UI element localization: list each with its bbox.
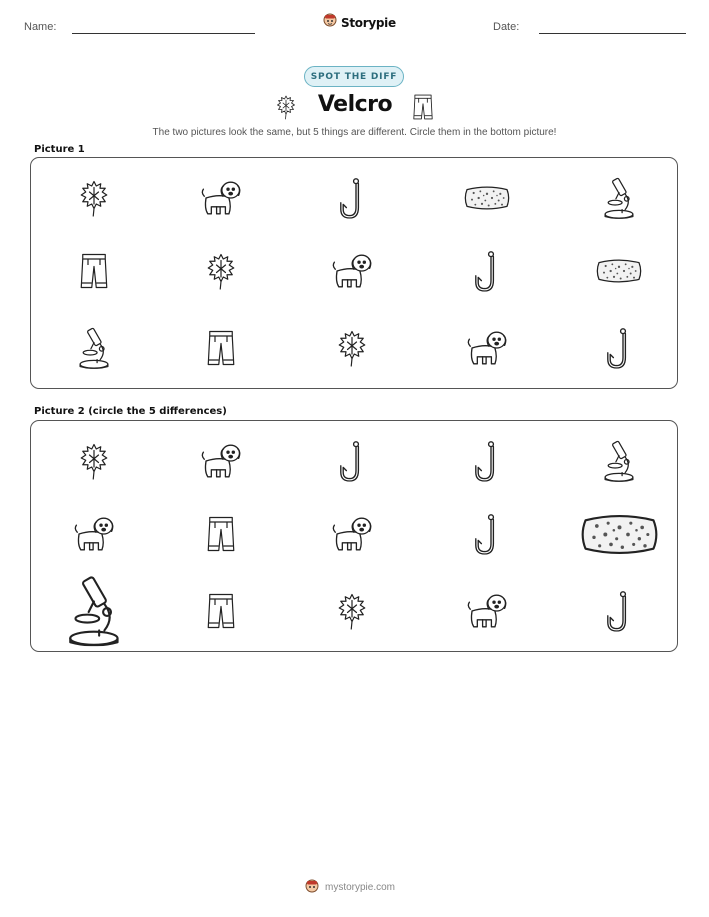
puppy-icon [465, 328, 509, 368]
puppy-icon[interactable] [72, 514, 116, 554]
puppy-icon [199, 178, 243, 218]
pants-icon [412, 94, 434, 120]
picture-1-panel [30, 157, 678, 389]
sponge-icon[interactable] [577, 509, 662, 560]
hook-icon [475, 249, 499, 293]
footer-site: mystorypie.com [325, 882, 396, 893]
spot-the-diff-badge: SPOT THE DIFF [304, 66, 404, 87]
microscope-icon[interactable] [65, 575, 123, 646]
sponge-icon [594, 256, 644, 286]
page-title: Velcro [317, 92, 393, 117]
burr-icon [206, 251, 236, 291]
microscope-icon [77, 327, 111, 369]
microscope-icon [602, 177, 636, 219]
burr-icon[interactable] [337, 591, 367, 631]
name-line[interactable] [72, 33, 255, 34]
brand-logo [323, 13, 396, 32]
hook-icon[interactable] [475, 439, 499, 483]
hook-icon [607, 326, 631, 370]
pants-icon[interactable] [206, 514, 236, 554]
instructions: The two pictures look the same, but 5 things are different. Circle them in the bottom picture! [152, 127, 557, 138]
hook-icon[interactable] [475, 512, 499, 556]
hook-icon [340, 176, 364, 220]
burr-icon[interactable] [79, 441, 109, 481]
sponge-icon [462, 183, 512, 213]
picture-2-label: Picture 2 (circle the 5 differences) [34, 406, 227, 417]
date-line[interactable] [539, 33, 686, 34]
puppy-icon [330, 251, 374, 291]
puppy-icon[interactable] [330, 514, 374, 554]
burr-icon [276, 94, 296, 120]
storypie-logo-icon [323, 13, 337, 32]
date-label: Date: [493, 21, 520, 33]
brand-name: Storypie [341, 15, 396, 30]
burr-icon [337, 328, 367, 368]
pants-icon[interactable] [206, 591, 236, 631]
footer [305, 879, 395, 896]
puppy-icon[interactable] [465, 591, 509, 631]
microscope-icon[interactable] [602, 440, 636, 482]
pants-icon [206, 328, 236, 368]
picture-2-panel[interactable] [30, 420, 678, 652]
name-label: Name: [24, 21, 57, 33]
pants-icon [79, 251, 109, 291]
puppy-icon[interactable] [199, 441, 243, 481]
burr-icon [79, 178, 109, 218]
picture-1-label: Picture 1 [34, 144, 85, 155]
hook-icon[interactable] [607, 589, 631, 633]
storypie-logo-icon [305, 879, 319, 896]
hook-icon[interactable] [340, 439, 364, 483]
